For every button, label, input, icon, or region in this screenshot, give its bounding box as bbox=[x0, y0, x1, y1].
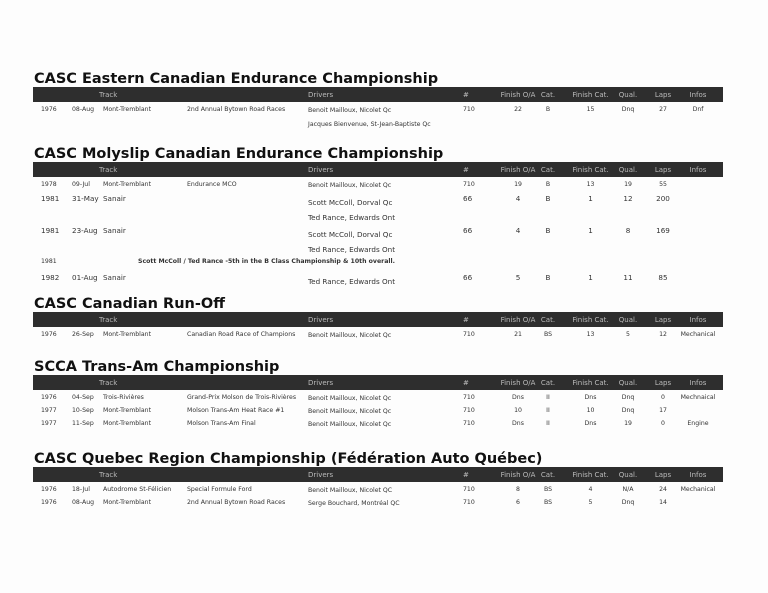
num: 66 bbox=[463, 273, 473, 282]
track: Mont-Tremblant bbox=[103, 499, 152, 506]
laps: 12 bbox=[659, 331, 667, 338]
driver-name: Scott McColl, Dorval Qc bbox=[308, 230, 393, 239]
header-num: # bbox=[463, 316, 469, 324]
finish-oa: 19 bbox=[514, 181, 522, 188]
header-track: Track bbox=[99, 166, 118, 174]
table-row bbox=[33, 190, 723, 222]
driver-name: Serge Bouchard, Montréal QC bbox=[308, 500, 400, 507]
driver-name: Benoit Mailloux, Nicolet Qc bbox=[308, 107, 392, 114]
finish-cat: 13 bbox=[586, 331, 595, 338]
track: Mont-Tremblant bbox=[103, 331, 152, 338]
header-finish-oa: Finish O/A bbox=[500, 471, 536, 479]
finish-cat: 1 bbox=[588, 226, 593, 235]
header-drivers: Drivers bbox=[308, 166, 334, 174]
header-laps: Laps bbox=[654, 379, 672, 387]
year: 1978 bbox=[41, 181, 57, 188]
finish-oa: 4 bbox=[515, 226, 521, 235]
event: Molson Trans-Am Final bbox=[187, 420, 256, 427]
track: Trois-Rivières bbox=[103, 394, 144, 401]
finish-oa: 4 bbox=[515, 194, 521, 203]
num: 710 bbox=[463, 486, 475, 493]
qual: 12 bbox=[623, 194, 633, 203]
date: 23-Aug bbox=[72, 226, 98, 235]
num: 710 bbox=[463, 499, 475, 506]
finish-oa: Dns bbox=[512, 394, 524, 401]
num: 66 bbox=[463, 194, 473, 203]
header-finish-oa: Finish O/A bbox=[500, 316, 536, 324]
header-infos: Infos bbox=[689, 379, 707, 387]
finish-cat: 1 bbox=[588, 273, 593, 282]
table-row bbox=[33, 403, 723, 416]
table-header bbox=[33, 467, 723, 482]
header-finish-cat: Finish Cat. bbox=[572, 166, 609, 174]
header-qual: Qual. bbox=[618, 379, 638, 387]
table-header bbox=[33, 162, 723, 177]
date: 04-Sep bbox=[72, 394, 94, 401]
laps: 14 bbox=[659, 499, 667, 506]
cat: II bbox=[546, 420, 550, 427]
year: 1981 bbox=[41, 226, 60, 235]
header-cat: Cat. bbox=[540, 166, 556, 174]
num: 710 bbox=[463, 106, 475, 113]
date: 01-Aug bbox=[72, 273, 98, 282]
laps: 0 bbox=[661, 394, 665, 401]
date: 31-May bbox=[72, 194, 99, 203]
laps: 27 bbox=[659, 106, 667, 113]
driver-name: Benoit Mailloux, Nicolet Qc bbox=[308, 395, 392, 402]
header-infos: Infos bbox=[689, 316, 707, 324]
cat: II bbox=[546, 394, 550, 401]
section-3 bbox=[33, 360, 723, 429]
header-finish-cat: Finish Cat. bbox=[572, 316, 609, 324]
driver-name: Benoit Mailloux, Nicolet Qc bbox=[308, 408, 392, 415]
header-qual: Qual. bbox=[618, 471, 638, 479]
section-4 bbox=[33, 452, 723, 508]
header-cat: Cat. bbox=[540, 316, 556, 324]
num: 66 bbox=[463, 226, 473, 235]
header-laps: Laps bbox=[654, 316, 672, 324]
qual: Dnq bbox=[621, 407, 635, 414]
finish-cat: 15 bbox=[586, 106, 595, 113]
event: Special Formule Ford bbox=[187, 486, 252, 493]
date: 09-Jul bbox=[72, 181, 90, 188]
header-laps: Laps bbox=[654, 471, 672, 479]
table-header bbox=[33, 87, 723, 102]
driver-name: Benoit Mailloux, Nicolet QC bbox=[308, 487, 393, 494]
driver-name: Benoit Mailloux, Nicolet Qc bbox=[308, 421, 392, 428]
header-cat: Cat. bbox=[540, 379, 556, 387]
year: 1976 bbox=[41, 486, 57, 493]
section-title: CASC Canadian Run-Off bbox=[34, 296, 225, 312]
cat: BS bbox=[543, 331, 553, 338]
header-num: # bbox=[463, 91, 469, 99]
section-1 bbox=[33, 147, 723, 286]
date: 26-Sep bbox=[72, 331, 94, 338]
event: Grand-Prix Molson de Trois-Rivières bbox=[187, 394, 297, 401]
header-drivers: Drivers bbox=[308, 316, 334, 324]
num: 710 bbox=[463, 420, 475, 427]
qual: 19 bbox=[624, 420, 632, 427]
header-cat: Cat. bbox=[540, 471, 556, 479]
infos: Mechanical bbox=[680, 486, 716, 493]
qual: 5 bbox=[626, 331, 630, 338]
finish-oa: 8 bbox=[516, 486, 520, 493]
finish-cat: 10 bbox=[586, 407, 595, 414]
year: 1976 bbox=[41, 106, 57, 113]
cat: BS bbox=[543, 486, 553, 493]
infos: Dnf bbox=[692, 106, 704, 113]
year: 1981 bbox=[41, 258, 57, 265]
num: 710 bbox=[463, 181, 475, 188]
table-row bbox=[33, 177, 723, 190]
finish-oa: 22 bbox=[514, 106, 522, 113]
header-finish-cat: Finish Cat. bbox=[572, 471, 609, 479]
cat: BS bbox=[543, 499, 553, 506]
header-drivers: Drivers bbox=[308, 379, 334, 387]
event: Canadian Road Race of Champions bbox=[187, 331, 296, 338]
cat: B bbox=[545, 273, 551, 282]
header-finish-cat: Finish Cat. bbox=[572, 91, 609, 99]
qual: N/A bbox=[622, 486, 634, 493]
finish-cat: 13 bbox=[586, 181, 595, 188]
track: Mont-Tremblant bbox=[103, 407, 152, 414]
qual: 11 bbox=[623, 273, 633, 282]
finish-cat: 4 bbox=[588, 486, 593, 493]
section-title: CASC Quebec Region Championship (Fédération Auto Québec) bbox=[34, 451, 543, 467]
header-qual: Qual. bbox=[618, 91, 638, 99]
year: 1982 bbox=[41, 273, 60, 282]
table-row bbox=[33, 327, 723, 340]
track: Sanair bbox=[103, 194, 126, 203]
header-laps: Laps bbox=[654, 166, 672, 174]
year: 1976 bbox=[41, 394, 57, 401]
infos: Mechnaical bbox=[680, 394, 716, 401]
year: 1977 bbox=[41, 420, 57, 427]
track: Mont-Tremblant bbox=[103, 181, 152, 188]
qual: 8 bbox=[625, 226, 631, 235]
table-row bbox=[33, 102, 723, 132]
year: 1976 bbox=[41, 331, 57, 338]
table-row bbox=[33, 495, 723, 508]
year: 1976 bbox=[41, 499, 57, 506]
driver-name: Benoit Mailloux, Nicolet Qc bbox=[308, 182, 392, 189]
table-row bbox=[33, 482, 723, 495]
table-row bbox=[33, 390, 723, 403]
cat: II bbox=[546, 407, 550, 414]
finish-oa: 10 bbox=[514, 407, 522, 414]
section-title: CASC Eastern Canadian Endurance Championship bbox=[34, 71, 439, 87]
laps: 169 bbox=[656, 226, 670, 235]
header-num: # bbox=[463, 471, 469, 479]
header-track: Track bbox=[99, 379, 118, 387]
header-infos: Infos bbox=[689, 166, 707, 174]
cat: B bbox=[545, 106, 551, 113]
finish-cat: Dns bbox=[584, 420, 597, 427]
section-2 bbox=[33, 297, 723, 340]
laps: 0 bbox=[661, 420, 665, 427]
table-row bbox=[33, 269, 723, 286]
infos: Mechanical bbox=[680, 331, 716, 338]
header-track: Track bbox=[99, 91, 118, 99]
finish-oa: 5 bbox=[515, 273, 521, 282]
header-track: Track bbox=[99, 471, 118, 479]
table-row bbox=[33, 222, 723, 254]
section-title: SCCA Trans-Am Championship bbox=[34, 359, 280, 375]
num: 710 bbox=[463, 407, 475, 414]
header-finish-oa: Finish O/A bbox=[500, 91, 536, 99]
date: 18-Jul bbox=[72, 486, 90, 493]
finish-cat: 1 bbox=[588, 194, 593, 203]
header-drivers: Drivers bbox=[308, 471, 334, 479]
cat: B bbox=[545, 194, 551, 203]
laps: 17 bbox=[659, 407, 667, 414]
infos: Engine bbox=[687, 420, 709, 427]
date: 11-Sep bbox=[72, 420, 94, 427]
driver-name: Ted Rance, Edwards Ont bbox=[308, 213, 396, 222]
event: Molson Trans-Am Heat Race #1 bbox=[187, 407, 285, 414]
qual: Dnq bbox=[621, 499, 635, 506]
event: 2nd Annual Bytown Road Races bbox=[187, 106, 286, 113]
cat: B bbox=[545, 226, 551, 235]
num: 710 bbox=[463, 394, 475, 401]
finish-cat: Dns bbox=[584, 394, 597, 401]
year: 1977 bbox=[41, 407, 57, 414]
laps: 200 bbox=[656, 194, 670, 203]
date: 10-Sep bbox=[72, 407, 94, 414]
table-header bbox=[33, 375, 723, 390]
header-qual: Qual. bbox=[618, 166, 638, 174]
header-num: # bbox=[463, 166, 469, 174]
finish-oa: Dns bbox=[512, 420, 524, 427]
driver-name: Benoit Mailloux, Nicolet Qc bbox=[308, 332, 392, 339]
track: Autodrome St-Félicien bbox=[103, 486, 172, 493]
finish-oa: 6 bbox=[516, 499, 520, 506]
num: 710 bbox=[463, 331, 475, 338]
header-num: # bbox=[463, 379, 469, 387]
cat: B bbox=[545, 181, 551, 188]
qual: 19 bbox=[624, 181, 632, 188]
header-track: Track bbox=[99, 316, 118, 324]
header-laps: Laps bbox=[654, 91, 672, 99]
table-header bbox=[33, 312, 723, 327]
qual: Dnq bbox=[621, 106, 635, 113]
event: 2nd Annual Bytown Road Races bbox=[187, 499, 286, 506]
header-finish-oa: Finish O/A bbox=[500, 379, 536, 387]
section-title: CASC Molyslip Canadian Endurance Championship bbox=[34, 146, 444, 162]
driver-name: Ted Rance, Edwards Ont bbox=[308, 277, 396, 286]
track: Sanair bbox=[103, 226, 126, 235]
laps: 85 bbox=[658, 273, 668, 282]
header-drivers: Drivers bbox=[308, 91, 334, 99]
qual: Dnq bbox=[621, 394, 635, 401]
header-qual: Qual. bbox=[618, 316, 638, 324]
note-text: Scott McColl / Ted Rance -5th in the B Class Championship & 10th overall. bbox=[138, 258, 395, 265]
track: Mont-Tremblant bbox=[103, 420, 152, 427]
header-cat: Cat. bbox=[540, 91, 556, 99]
date: 08-Aug bbox=[72, 499, 95, 506]
laps: 55 bbox=[659, 181, 667, 188]
driver-name: Ted Rance, Edwards Ont bbox=[308, 245, 396, 254]
driver-name: Scott McColl, Dorval Qc bbox=[308, 198, 393, 207]
track: Mont-Tremblant bbox=[103, 106, 152, 113]
header-finish-oa: Finish O/A bbox=[500, 166, 536, 174]
header-finish-cat: Finish Cat. bbox=[572, 379, 609, 387]
event: Endurance MCO bbox=[187, 181, 237, 188]
laps: 24 bbox=[659, 486, 667, 493]
track: Sanair bbox=[103, 273, 126, 282]
section-0 bbox=[33, 72, 723, 132]
note-row bbox=[33, 254, 723, 269]
finish-oa: 21 bbox=[514, 331, 522, 338]
table-row bbox=[33, 416, 723, 429]
driver-name: Jacques Bienvenue, St-Jean-Baptiste Qc bbox=[308, 121, 431, 128]
date: 08-Aug bbox=[72, 106, 95, 113]
finish-cat: 5 bbox=[588, 499, 593, 506]
header-infos: Infos bbox=[689, 471, 707, 479]
year: 1981 bbox=[41, 194, 60, 203]
header-infos: Infos bbox=[689, 91, 707, 99]
